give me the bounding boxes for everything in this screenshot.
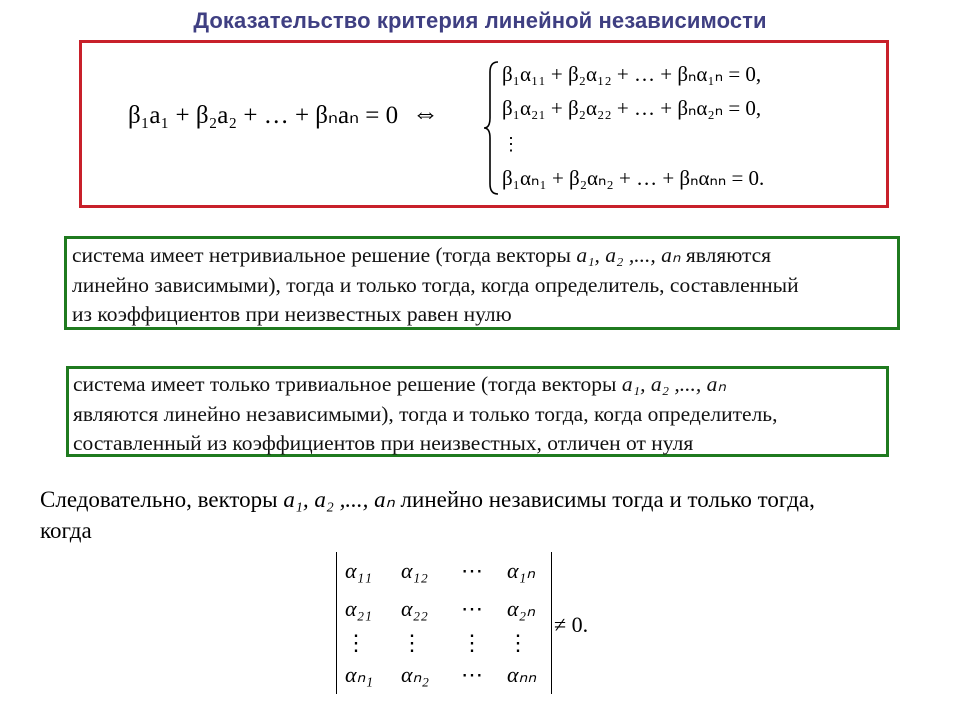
det-cell: ⋮ bbox=[401, 630, 423, 655]
det-cell: αₙ₂ bbox=[401, 662, 429, 687]
system-equation-2: β₁α₂₁ + β₂α₂₂ + … + βₙα₂ₙ = 0, bbox=[502, 96, 762, 120]
coefficient-determinant bbox=[336, 552, 552, 694]
det-cell: ⋯ bbox=[461, 662, 483, 687]
det-cell: α₂ₙ bbox=[507, 596, 535, 621]
det-cell: α₁₂ bbox=[401, 558, 428, 583]
det-cell: αₙ₁ bbox=[345, 662, 373, 687]
equivalence-symbol: ⇔ bbox=[412, 98, 439, 128]
det-cell: α₂₂ bbox=[401, 596, 428, 621]
det-cell: ⋮ bbox=[345, 630, 367, 655]
system-equation-n: β₁αₙ₁ + β₂αₙ₂ + … + βₙαₙₙ = 0. bbox=[502, 166, 765, 190]
vectors-label: a₁, a₂ ,..., aₙ bbox=[576, 243, 681, 267]
det-cell: α₁ₙ bbox=[507, 558, 535, 583]
determinant-nonzero-relation: ≠ 0. bbox=[554, 612, 589, 637]
det-cell: ⋯ bbox=[461, 596, 483, 621]
det-cell: ⋯ bbox=[461, 558, 483, 583]
det-cell: α₁₁ bbox=[345, 558, 372, 583]
det-cell: ⋮ bbox=[507, 630, 529, 655]
system-vdots: ⋮ bbox=[502, 134, 520, 154]
system-brace-icon bbox=[482, 60, 500, 196]
det-cell: αₙₙ bbox=[507, 662, 537, 687]
det-cell: ⋮ bbox=[461, 630, 483, 655]
trivial-solution-text: система имеет только тривиальное решение (тогда векторы a₁, a₂ ,..., aₙ являются линейно независимыми), тогда и только тогда, когда определитель, составленный из коэффициентов при неизвестных, отличен от нуля bbox=[73, 372, 778, 455]
vectors-label: a₁, a₂ ,..., aₙ bbox=[621, 372, 726, 396]
system-equation-1: β₁α₁₁ + β₂α₁₂ + … + βₙα₁ₙ = 0, bbox=[502, 62, 762, 86]
nontrivial-solution-text: система имеет нетривиальное решение (тогда векторы a₁, a₂ ,..., aₙ являются линейно зависимыми), тогда и только тогда, когда определитель, составленный из коэффициентов при неизвестных равен нулю bbox=[72, 243, 799, 326]
slide-title: Доказательство критерия линейной независимости bbox=[193, 8, 767, 33]
vectors-label: a₁, a₂ ,..., aₙ bbox=[283, 487, 395, 512]
conclusion-text: Следовательно, векторы a₁, a₂ ,..., aₙ линейно независимы тогда и только тогда, когда bbox=[40, 487, 815, 543]
vector-linear-combination-equation: β₁a₁ + β₂a₂ + … + βₙaₙ = 0 bbox=[128, 102, 399, 129]
det-cell: α₂₁ bbox=[345, 596, 372, 621]
